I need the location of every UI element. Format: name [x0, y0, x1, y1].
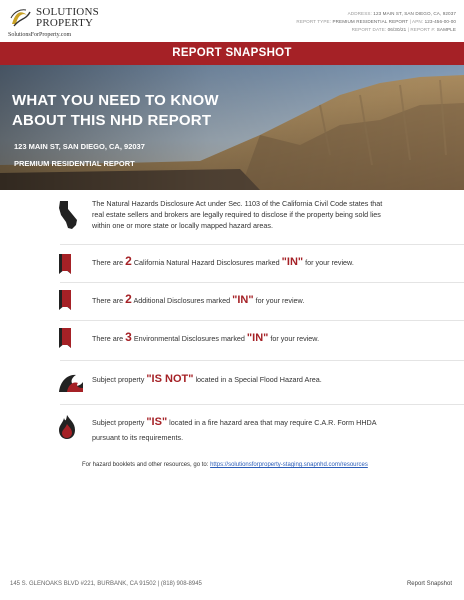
logo-text-property: PROPERTY [36, 17, 94, 29]
flame-icon [58, 414, 76, 440]
intro-line1: The Natural Hazards Disclosure Act under Sec. 1103 of the California Civil Code states that [92, 199, 383, 208]
company-logo[interactable] [8, 6, 99, 40]
logo-mark-icon [8, 6, 34, 30]
hero-address: 123 MAIN ST, SAN DIEGO, CA, 92037 [14, 142, 145, 151]
divider [60, 320, 464, 321]
ca-disclosures-row: There are 2 California Natural Hazard Disclosures marked "IN" for your review. [60, 250, 464, 280]
hero-title-line2: ABOUT THIS NHD REPORT [12, 112, 212, 129]
report-meta [296, 10, 456, 34]
in-tag: "IN" [246, 332, 269, 344]
meta-address: ADDRESS: 123 MAIN ST, SAN DIEGO, CA, 92037 [347, 11, 456, 16]
additional-disclosures-row: There are 2 Additional Disclosures marked "IN" for your review. [60, 286, 464, 316]
fire-line2: pursuant to its requirements. [92, 433, 184, 442]
in-tag: "IN" [232, 294, 254, 306]
california-map-icon [58, 200, 80, 230]
logo-url: SolutionsForProperty.com [8, 32, 72, 38]
bookmark-icon [58, 253, 72, 275]
wave-icon [58, 371, 84, 393]
intro-line3: within one or more state or locally mapped hazard areas. [92, 221, 273, 230]
resources-note: For hazard booklets and other resources, go to: https://solutionsforproperty-staging.snapnhd.com/resources [82, 462, 368, 468]
hero-title-line1: WHAT YOU NEED TO KNOW [12, 92, 219, 109]
in-tag: "IN" [281, 256, 304, 268]
environmental-disclosures-row: There are 3 Environmental Disclosures marked "IN" for your review. [60, 324, 464, 354]
intro-row [60, 196, 464, 240]
intro-line2: real estate sellers and brokers are legally required to disclose if the property being sold lies [92, 210, 381, 219]
divider [60, 360, 464, 361]
page-header [0, 0, 464, 42]
meta-report-type-apn: REPORT TYPE: PREMIUM RESIDENTIAL REPORT | APN: 123-456-00-00 [296, 19, 456, 24]
footer-page-label: Report Snapshot [406, 581, 452, 587]
fire-hazard-row: Subject property "IS" located in a fire hazard area that may require C.A.R. Form HHDA pursuant to its requirements. [60, 412, 464, 452]
flood-hazard-row: Subject property "IS NOT" located in a Special Flood Hazard Area. [60, 366, 464, 396]
divider [60, 282, 464, 283]
additional-disclosures-count: 2 [125, 292, 132, 306]
report-snapshot-title: REPORT SNAPSHOT [0, 42, 464, 65]
is-tag: "IS" [146, 416, 168, 428]
footer-address: 145 S. GLENOAKS BLVD #221, BURBANK, CA 91502 | (818) 908-8945 [10, 581, 202, 587]
bookmark-icon [58, 327, 72, 349]
ca-disclosures-count: 2 [125, 254, 132, 268]
resources-link[interactable]: https://solutionsforproperty-staging.snapnhd.com/resources [210, 462, 368, 468]
bookmark-icon [58, 289, 72, 311]
hero-banner [0, 65, 464, 190]
environmental-disclosures-count: 3 [125, 330, 132, 344]
divider [60, 244, 464, 245]
is-not-tag: "IS NOT" [146, 373, 194, 385]
hero-report-type: PREMIUM RESIDENTIAL REPORT [14, 159, 135, 168]
logo-text-solutions: SOLUTIONS [36, 6, 99, 18]
meta-date-number: REPORT DATE: 06/30/21 | REPORT #: SAMPLE [351, 27, 456, 32]
divider [60, 404, 464, 405]
